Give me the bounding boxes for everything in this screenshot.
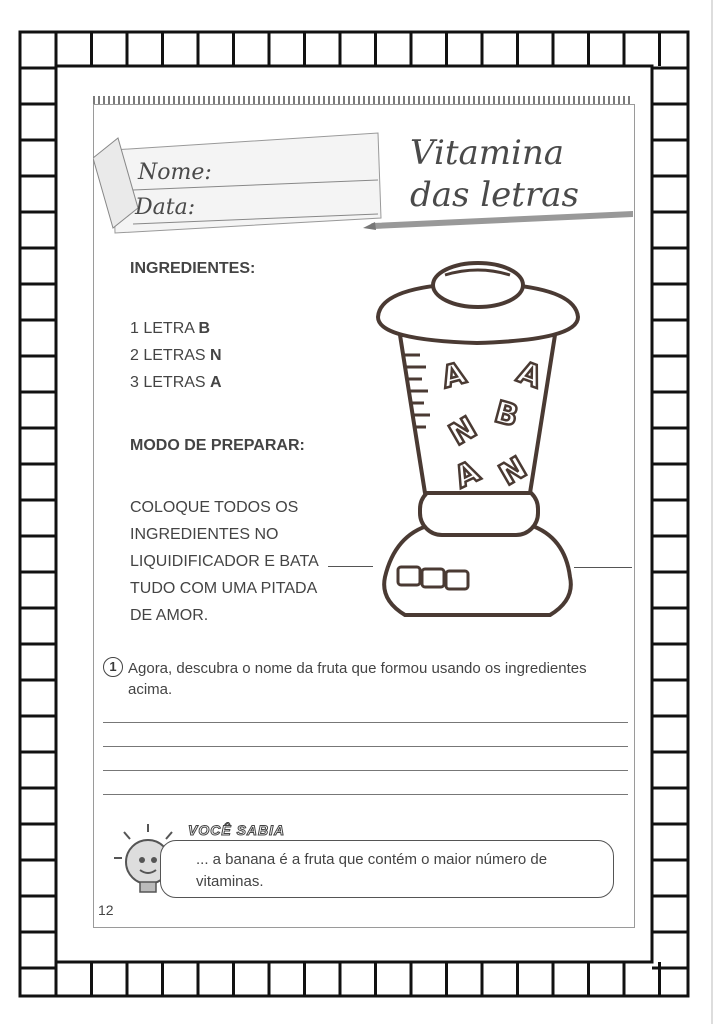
blender-letter: A	[449, 454, 486, 496]
preparation-line: COLOQUE TODOS OS	[130, 499, 299, 516]
preparation-line: LIQUIDIFICADOR E BATA	[130, 553, 319, 570]
ingredient-text: 2 LETRAS	[130, 347, 211, 364]
preparation-line: INGREDIENTES NO	[130, 526, 279, 543]
blender-letter: A	[512, 354, 547, 396]
title-line-2: das letras	[410, 175, 579, 215]
answer-lines[interactable]	[103, 722, 628, 795]
page-number: 12	[98, 902, 114, 918]
blender-letter: B	[490, 394, 523, 435]
ingredient-letter: N	[210, 347, 222, 364]
name-label: Nome:	[138, 160, 212, 185]
question-text: Agora, descubra o nome da fruta que formou usando os ingredientes acima.	[128, 660, 587, 698]
answer-line[interactable]	[103, 722, 628, 746]
ingredient-letter: A	[210, 374, 222, 391]
ingredient-item	[130, 315, 222, 342]
preparation-heading: MODO DE PREPARAR:	[130, 437, 305, 454]
preparation-line: TUDO COM UMA PITADA	[130, 580, 318, 597]
ingredient-text: 3 LETRAS	[130, 374, 211, 391]
ingredients-list	[130, 315, 222, 396]
ingredient-item	[130, 342, 222, 369]
blender-letter: N	[443, 410, 483, 454]
title-line-1: Vitamina	[410, 133, 565, 173]
ingredient-text: 1 LETRA	[130, 320, 199, 337]
answer-line[interactable]	[103, 770, 628, 795]
question-number: 1	[103, 657, 123, 677]
ingredient-letter: B	[198, 320, 211, 337]
fact-text: ... a banana é a fruta que contém o maior número de vitaminas.	[196, 851, 548, 890]
preparation-line: DE AMOR.	[130, 607, 209, 624]
preparation-text	[130, 494, 319, 629]
ingredients-heading: INGREDIENTES:	[130, 260, 256, 277]
date-label: Data:	[135, 195, 196, 220]
ingredient-item	[130, 369, 222, 396]
blender-letter: A	[438, 355, 470, 396]
answer-line[interactable]	[103, 746, 628, 770]
blender-illustration	[370, 255, 585, 630]
pointer-line	[328, 566, 373, 567]
voce-sabia-label: VOCÊ SABIA	[188, 822, 286, 838]
blender-letter: N	[493, 450, 533, 494]
